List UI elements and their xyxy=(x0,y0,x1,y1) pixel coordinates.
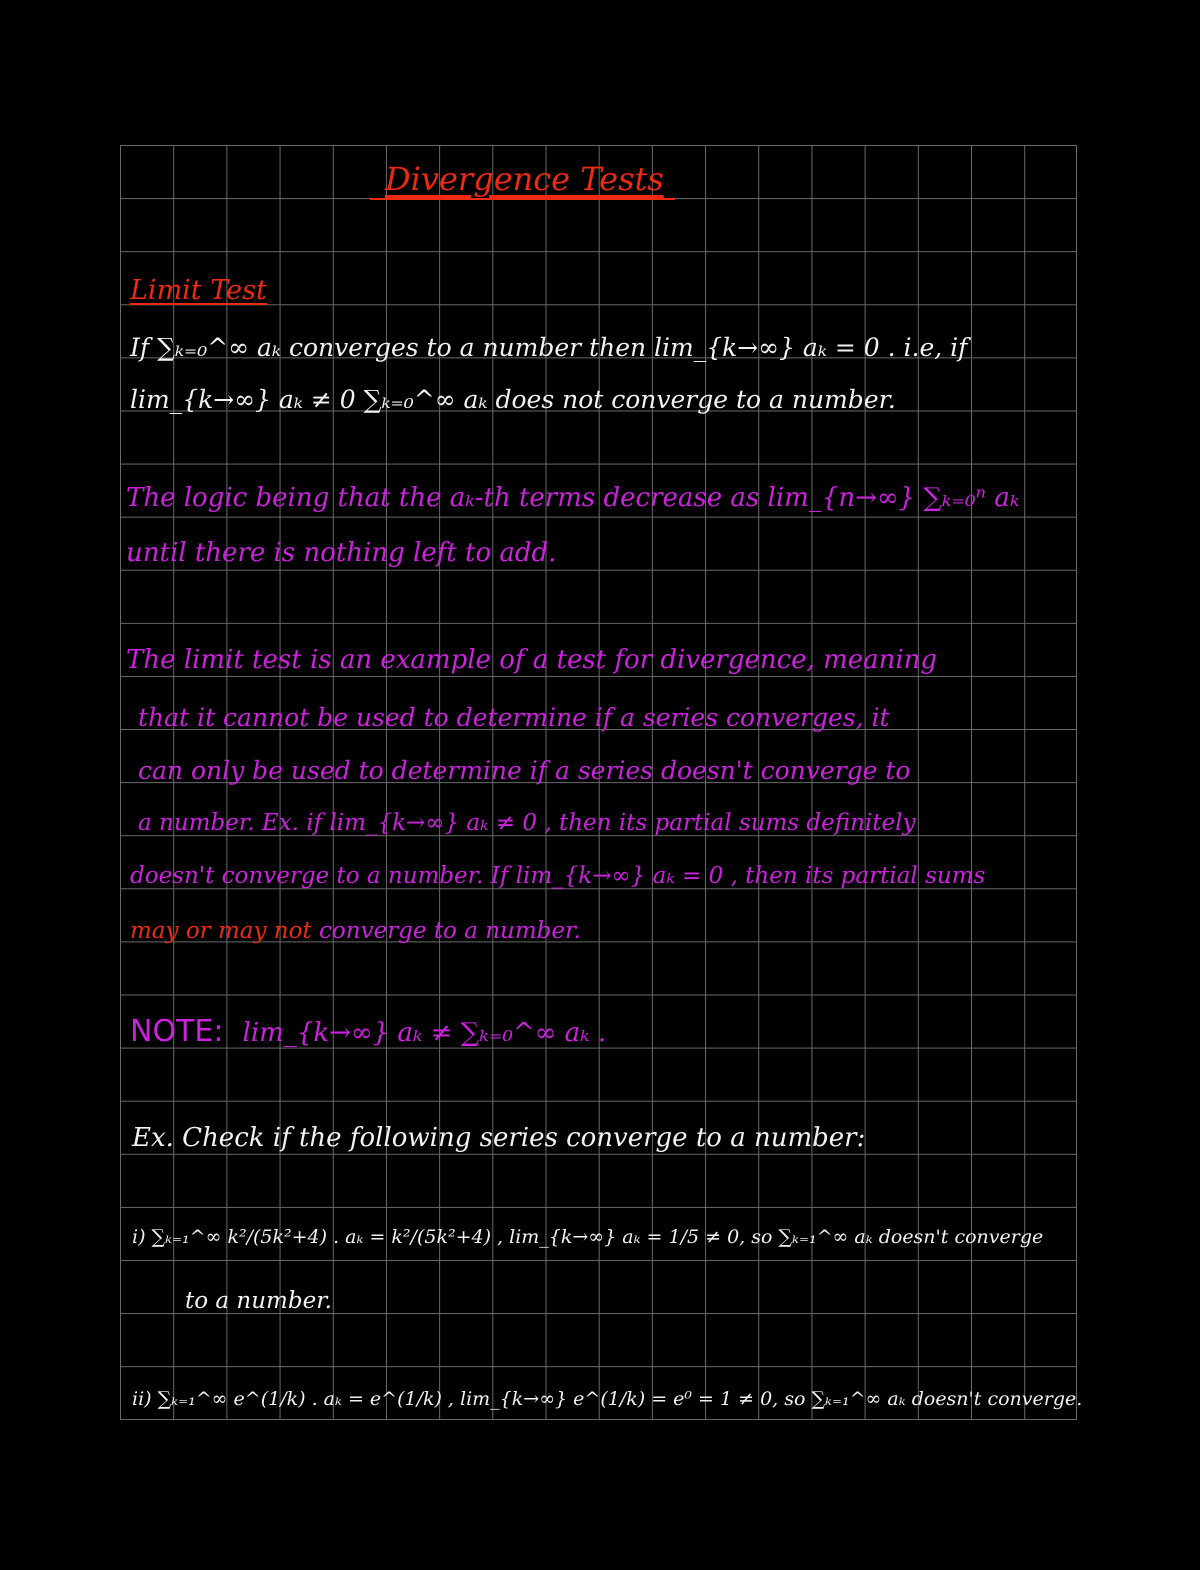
title-underline xyxy=(370,198,675,200)
note-line xyxy=(130,1014,607,1049)
explanation-line6 xyxy=(130,920,581,943)
explanation-line2: that it cannot be used to determine if a series converges, it xyxy=(138,703,890,732)
limit-test-statement-line1: If ∑ₖ₌₀^∞ aₖ converges to a number then lim_{k→∞} aₖ = 0 . i.e, if xyxy=(130,333,968,362)
logic-line2: until there is nothing left to add. xyxy=(126,538,557,568)
example-i-line1: i) ∑ₖ₌₁^∞ k²/(5k²+4) . aₖ = k²/(5k²+4) , lim_{k→∞} aₖ = 1/5 ≠ 0, so ∑ₖ₌₁^∞ aₖ doesn't converge xyxy=(132,1226,1044,1248)
example-prompt: Ex. Check if the following series converge to a number: xyxy=(132,1123,866,1153)
logic-line1: The logic being that the aₖ-th terms decrease as lim_{n→∞} ∑ₖ₌₀ⁿ aₖ xyxy=(126,483,1020,513)
explanation-line4: a number. Ex. if lim_{k→∞} aₖ ≠ 0 , then its partial sums definitely xyxy=(138,810,916,836)
explanation-line5: doesn't converge to a number. If lim_{k→∞} aₖ = 0 , then its partial sums xyxy=(130,863,986,889)
page-title: Divergence Tests xyxy=(385,160,664,198)
note-label: NOTE: xyxy=(130,1014,224,1049)
limit-test-heading: Limit Test xyxy=(130,275,267,306)
example-ii-line1: ii) ∑ₖ₌₁^∞ e^(1/k) . aₖ = e^(1/k) , lim_{k→∞} e^(1/k) = e⁰ = 1 ≠ 0, so ∑ₖ₌₁^∞ aₖ doesn't converge. xyxy=(132,1388,1083,1410)
explanation-line1: The limit test is an example of a test for divergence, meaning xyxy=(126,645,938,675)
explanation-line6-rest: converge to a number. xyxy=(319,918,581,944)
grid-notebook-page xyxy=(120,145,1083,1420)
limit-test-statement-line2: lim_{k→∞} aₖ ≠ 0 ∑ₖ₌₀^∞ aₖ does not converge to a number. xyxy=(130,385,896,414)
explanation-line3: can only be used to determine if a series doesn't converge to xyxy=(138,756,911,785)
may-or-may-not-emphasis: may or may not xyxy=(130,918,312,944)
example-i-line2: to a number. xyxy=(185,1288,332,1314)
note-text: lim_{k→∞} aₖ ≠ ∑ₖ₌₀^∞ aₖ . xyxy=(242,1018,607,1048)
